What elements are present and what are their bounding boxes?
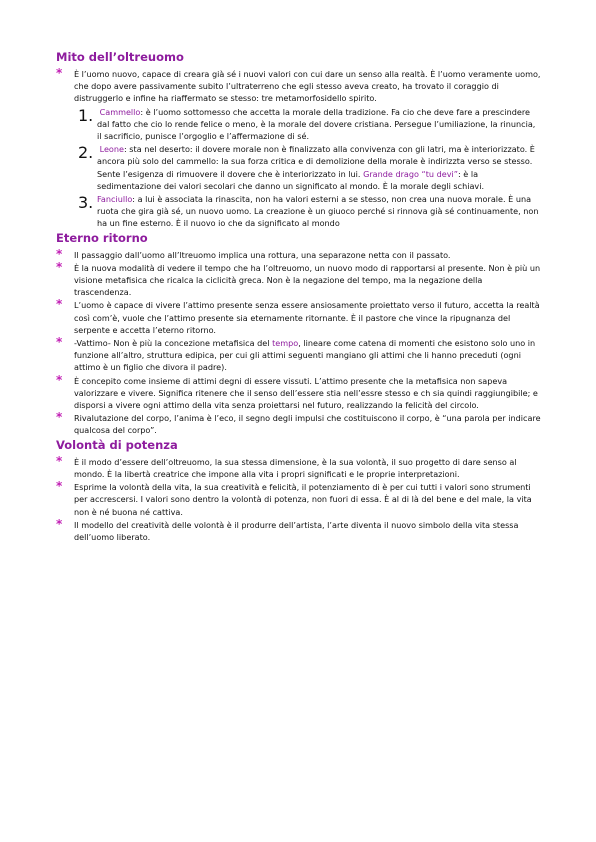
item-number: 3. [78,193,94,213]
star-bullet-icon: * [56,516,63,531]
item-body: : sta nel deserto: il dovere morale non è finalizzato alla convivenza con gli latri, ma è interiorizzato. È ancora più solo del cammello: la sua forza critica e di demolizione della morale è indirizzta verso se stesso. Sente l’esigenza di rimuovere il dovere che è interiorizzato in lui. [97,144,535,179]
item-text [97,106,542,143]
star-bullet-icon: * [56,410,63,425]
numbered-item [56,106,542,143]
bullet-text-rest: , lineare come catena di momenti che esistono solo uno in funzione all’altro, struttura edipica, per cui gli attimi seguenti mangiano gli attimi che li hanno preceduti (ogni attimo è un figlio che divora il padre). [74,338,536,373]
item-key: Leone [99,144,124,155]
section-title-volonta: Volontà di potenza [56,437,178,452]
bullet-text-start: -Vattimo- Non è più la concezione metafisica del [74,338,273,349]
item-key-2: Grande drago “tu devi” [363,168,458,179]
list-item [56,481,542,518]
star-bullet-icon: * [56,372,63,387]
star-bullet-icon: * [56,66,63,80]
section-title-eterno: Eterno ritorno [56,230,148,245]
star-bullet-icon: * [56,297,63,312]
intro-text: È l’uomo nuovo, capace di creara già sé i nuovi valori con cui dare un senso alla realtà. È l’uomo veramente uomo, che dopo avere passivamente subito l’ultraterreno che egli stesso aveva creato, ha trovato il coraggio di distruggerlo e infine ha riaffermato se stesso: tre metamorfosidello spirito. [74,69,541,104]
list-item [56,68,542,105]
item-text [97,193,542,230]
highlight-word: tempo [272,338,299,349]
bullet-text: È la nuova modalità di vedere il tempo che ha l’oltreuomo, un nuovo modo di rapportarsi al presente. Non è più un visione metafisica che ricalca la ciclicità greca. Non è la negazione del tempo, ma la negazione della trascendenza. [74,262,541,298]
bullet-text [74,337,542,374]
bullet-text: Esprime la volontà della vita, la sua creatività e felicità, il potenziamento di è per cui tutti i valori sono strumenti per accrescersi. I valori sono dentro la volontà di potenza, non fuori di essa. È al di là del bene e del male, la vita non è né buona né cattiva. [74,482,532,517]
numbered-item [56,193,542,230]
list-item [56,453,542,480]
list-item [56,259,542,299]
star-bullet-icon: * [56,259,63,274]
list-item [56,337,542,374]
list-item [56,246,542,261]
star-bullet-icon: * [56,453,63,468]
item-text [97,143,542,192]
item-body: : è l’uomo sottomesso che accetta la morale della tradizione. Fa cio che deve fare a prescindere dal fatto che cio lo rende felice o meno, è la morale del dovere cristiana. Persegue l’umiliazione, la rinuncia, il sacrificio, punisce l’orgoglio e l’affermazione di sé. [97,106,536,142]
document-page [56,50,542,544]
item-number: 2. [78,143,94,163]
item-number: 1. [78,105,94,125]
item-key: Cammello [99,106,141,117]
item-key: Fanciullo [97,194,133,205]
item-body: : a lui è associata la rinascita, non ha valori esterni a se stesso, non crea una nuova morale. È una ruota che gira già sé, un nuovo uomo. La creazione è un giuoco perché si rinnova già sé continuamente, non ha un fine esterno. È il nuovo io che da significato al mondo [97,194,539,229]
bullet-text: È il modo d’essere dell’oltreuomo, la sua stessa dimensione, è la sua volontà, il suo progetto di dare senso al mondo. È la libertà creatrice che impone alla vita i propri significati e le proprie interpretazioni. [74,456,517,479]
numbered-item [56,143,542,192]
bullet-text: Il modello del creatività delle volontà è il produrre dell’artista, l’arte diventa il nuovo simbolo della vita stessa dell’uomo liberato. [74,519,519,542]
item-body-2: : è la sedimentazione dei valori secolari che danno un significato al mondo. È la morale degli schiavi. [97,168,485,191]
bullet-text: L’uomo è capace di vivere l’attimo presente senza essere ansiosamente proiettato verso il futuro, accetta la realtà così com’è, vuole che l’attimo presente sia eternamente ritornante. È il pastore che vince la ripugnanza del serpente e accetta l’eterno ritorno. [74,300,540,335]
star-bullet-icon: * [56,246,63,261]
list-item [56,412,542,436]
star-bullet-icon: * [56,479,63,494]
list-item [56,299,542,336]
list-item [56,372,542,412]
star-bullet-icon: * [56,335,63,350]
section-title-mito: Mito dell’oltreuomo [56,50,184,64]
bullet-text: Il passaggio dall’uomo all’ltreuomo implica una rottura, una separazone netta con il passato. [74,249,451,260]
bullet-text: Rivalutazione del corpo, l’anima è l’eco, il segno degli impulsi che costituiscono il corpo, è “una parola per indicare qualcosa del corpo”. [74,413,541,436]
bullet-text: È concepito come insieme di attimi degni di essere vissuti. L’attimo presente che la metafisica non sapeva valorizzare e vivere. Significa ritenere che il senso dell’essere stia nell’essre stesso e ch sia quindi raggiungibile; e disporsi a vivere ogni attimo della vita senza proiettarsi nel futuro, realizzando la felicità del circolo. [74,375,538,411]
list-item [56,516,542,543]
